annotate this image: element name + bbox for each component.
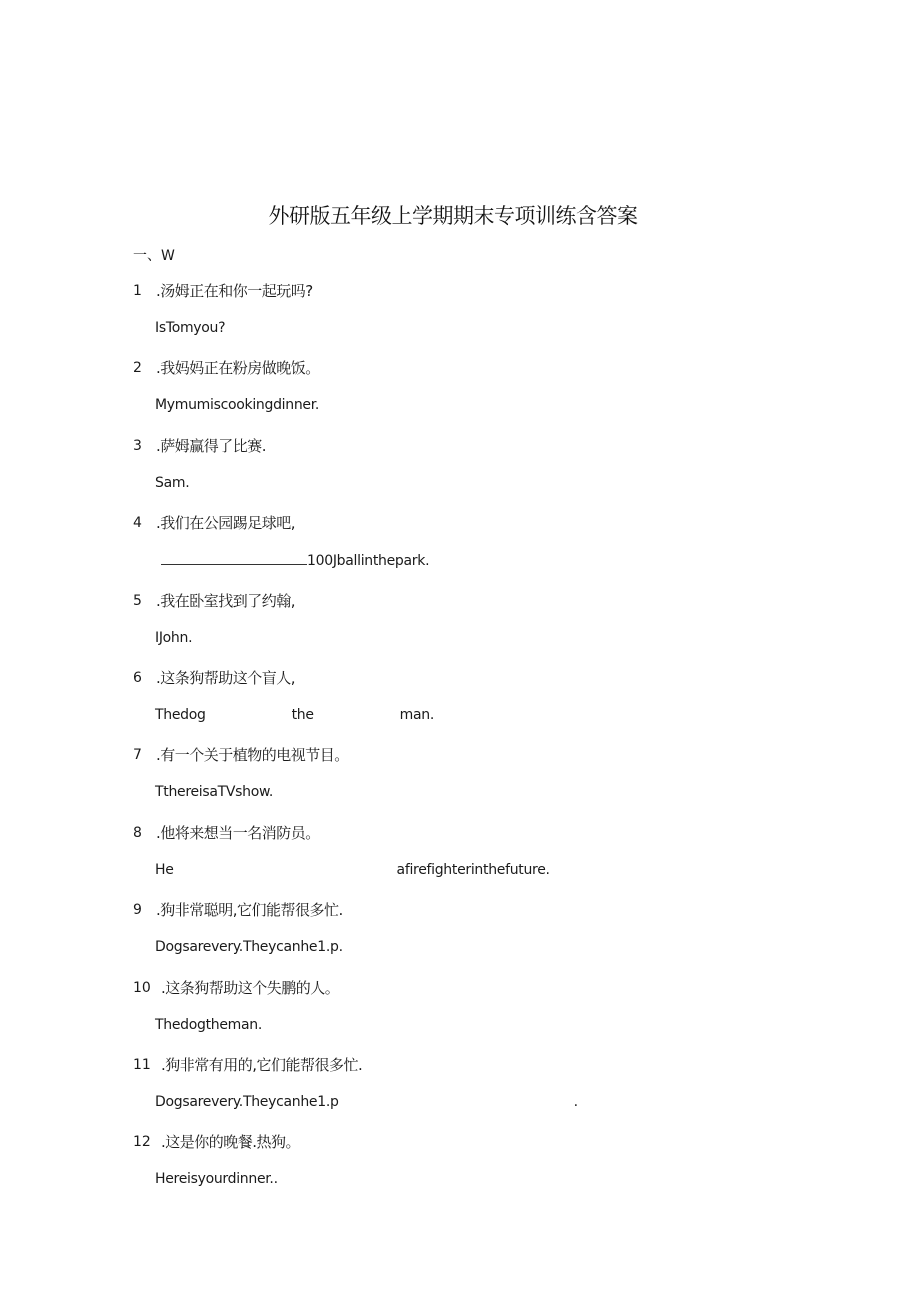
question-item (0, 281, 920, 358)
answer-line: Sam. (155, 474, 190, 491)
answer-text: man. (399, 706, 434, 723)
question-item (0, 1132, 920, 1209)
question-number: 1 (133, 283, 142, 299)
answer-line: Hereisyourdinner.. (155, 1171, 278, 1188)
question-prompt: .我妈妈正在粉房做晚饭。 (156, 359, 320, 378)
question-number: 12 (133, 1134, 151, 1151)
question-prompt: .狗非常有用的,它们能帮很多忙. (161, 1055, 363, 1074)
question-prompt: .有一个关于植物的电视节目。 (156, 746, 349, 765)
question-prompt: .这是你的晚餐.热狗。 (161, 1133, 301, 1152)
question-number: 5 (133, 592, 142, 609)
answer-text: 100Jballinthepark. (307, 553, 430, 570)
question-item (0, 513, 920, 590)
question-number: 6 (133, 669, 142, 686)
question-number: 9 (133, 902, 142, 919)
answer-text: the (291, 706, 314, 723)
question-number: 10 (133, 979, 151, 996)
answer-text: He (155, 861, 174, 878)
answer-line (155, 860, 550, 880)
answer-line: Dogsarevery.Theycanhe1.p. (155, 939, 343, 956)
question-prompt: .狗非常聪明,它们能帮很多忙. (156, 901, 343, 920)
question-prompt: .这条狗帮助这个失鹏的人。 (161, 978, 340, 997)
section-heading: 一、W (133, 248, 175, 264)
question-item (0, 1055, 920, 1132)
question-prompt: .他将来想当一名消防员。 (156, 823, 320, 842)
question-prompt: .萨姆赢得了比赛. (156, 436, 267, 455)
answer-line: IsTomyou? (155, 320, 226, 336)
answer-text: Dogsarevery.Theycanhe1.p (155, 1093, 339, 1110)
answer-line (155, 550, 429, 571)
question-item (0, 358, 920, 435)
answer-line: Thedogtheman. (155, 1016, 262, 1033)
question-list (0, 281, 920, 1210)
answer-blank[interactable] (161, 550, 307, 565)
answer-text: afirefighterinthefuture. (396, 861, 550, 878)
answer-line (155, 1092, 578, 1112)
question-number: 3 (133, 437, 142, 454)
answer-line (155, 705, 434, 725)
question-item (0, 978, 920, 1055)
question-prompt: .这条狗帮助这个盲人, (156, 668, 296, 687)
question-prompt: .我在卧室找到了约翰, (156, 591, 296, 610)
question-item (0, 745, 920, 822)
question-prompt: .我们在公园踢足球吧, (156, 514, 296, 533)
question-number: 11 (133, 1056, 151, 1073)
question-number: 7 (133, 747, 142, 764)
question-number: 2 (133, 360, 142, 377)
answer-text: Thedog (155, 706, 206, 723)
answer-text: . (573, 1093, 578, 1110)
answer-line: TthereisaTVshow. (155, 784, 274, 801)
question-item (0, 436, 920, 513)
page-title: 外研版五年级上学期期末专项训练含答案 (268, 204, 638, 228)
question-prompt: .汤姆正在和你一起玩吗? (156, 282, 313, 300)
question-item (0, 900, 920, 977)
question-number: 8 (133, 824, 142, 841)
question-item (0, 823, 920, 900)
answer-line: Mymumiscookingdinner. (155, 397, 320, 414)
question-item (0, 591, 920, 668)
answer-line: IJohn. (155, 629, 193, 646)
question-item (0, 668, 920, 745)
question-number: 4 (133, 515, 142, 532)
